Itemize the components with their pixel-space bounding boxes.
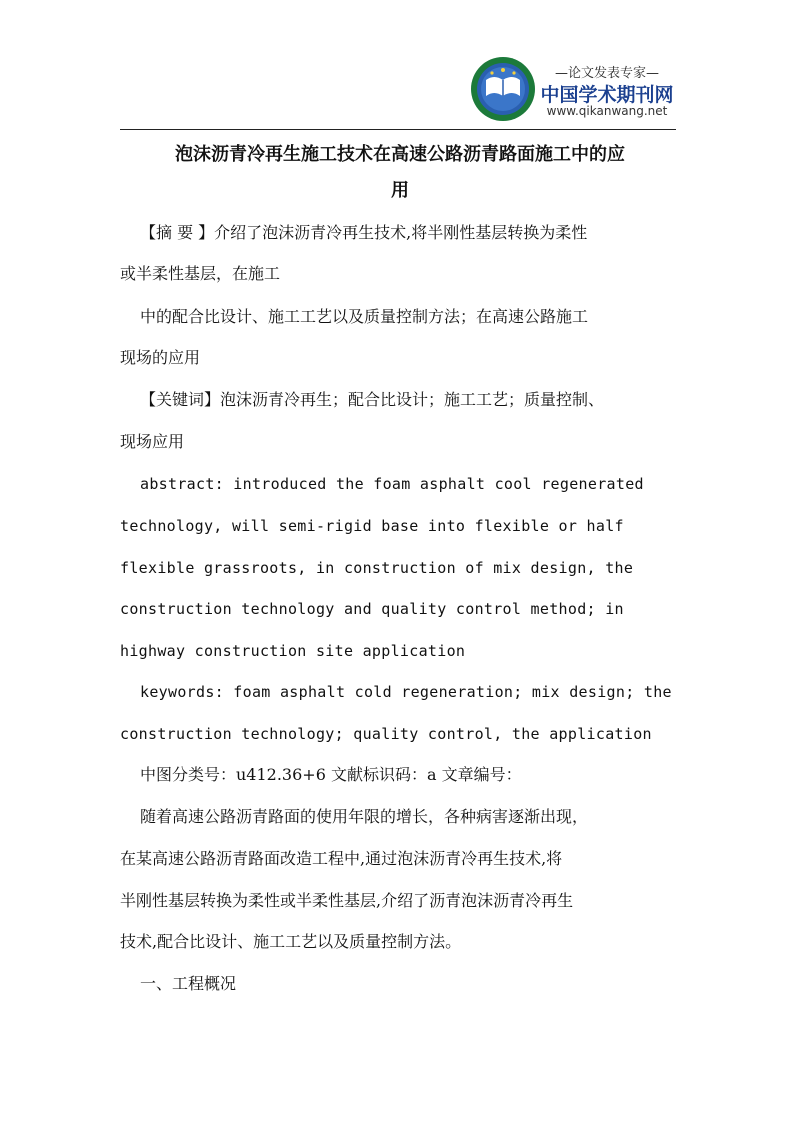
logo-url: www.qikanwang.net (546, 104, 668, 118)
classification-line: 中图分类号：u412.36+6 文献标识码：a 文章编号： (140, 765, 522, 784)
body-line-2: 在某高速公路沥青路面改造工程中,通过泡沫沥青冷再生技术,将 (120, 849, 563, 868)
header-divider (120, 129, 676, 130)
keywords-en-line-2: construction technology; quality control, the application (120, 725, 652, 743)
keywords-cn-line-1: 【关键词】泡沫沥青冷再生；配合比设计；施工工艺；质量控制、 (140, 390, 605, 409)
abstract-cn-line-2: 或半柔性基层，在施工 (120, 264, 281, 283)
body-line-3: 半刚性基层转换为柔性或半柔性基层,介绍了沥青泡沫沥青冷再生 (120, 891, 574, 910)
body-line-1: 随着高速公路沥青路面的使用年限的增长，各种病害逐渐出现， (140, 807, 589, 826)
keywords-en-line-1: keywords: foam asphalt cold regeneration; mix design; the (140, 683, 672, 701)
article-title (120, 137, 680, 209)
keywords-cn-line-2: 现场应用 (120, 432, 185, 451)
title-line-2: 用 (391, 180, 409, 201)
abstract-en-line-4: construction technology and quality control method; in (120, 600, 624, 618)
logo-slogan: —论文发表专家— (554, 66, 659, 81)
journal-logo (470, 56, 680, 124)
abstract-en-line-5: highway construction site application (120, 642, 466, 660)
abstract-cn-line-4: 现场的应用 (120, 348, 201, 367)
abstract-cn-line-1: 【摘 要 】介绍了泡沫沥青冷再生技术,将半刚性基层转换为柔性 (140, 223, 588, 242)
abstract-cn-line-3: 中的配合比设计、施工工艺以及质量控制方法；在高速公路施工 (140, 307, 589, 326)
abstract-en-line-2: technology, will semi-rigid base into flexible or half (120, 517, 624, 535)
logo-brand-name: 中国学术期刊网 (540, 84, 674, 106)
abstract-en-line-1: abstract: introduced the foam asphalt cool regenerated (140, 475, 644, 493)
book-emblem-icon (470, 56, 536, 122)
title-line-1: 泡沫沥青冷再生施工技术在高速公路沥青路面施工中的应 (175, 144, 625, 165)
body-line-4: 技术,配合比设计、施工工艺以及质量控制方法。 (120, 932, 462, 951)
abstract-en-line-3: flexible grassroots, in construction of mix design, the (120, 559, 634, 577)
section-heading: 一、工程概况 (140, 974, 237, 993)
